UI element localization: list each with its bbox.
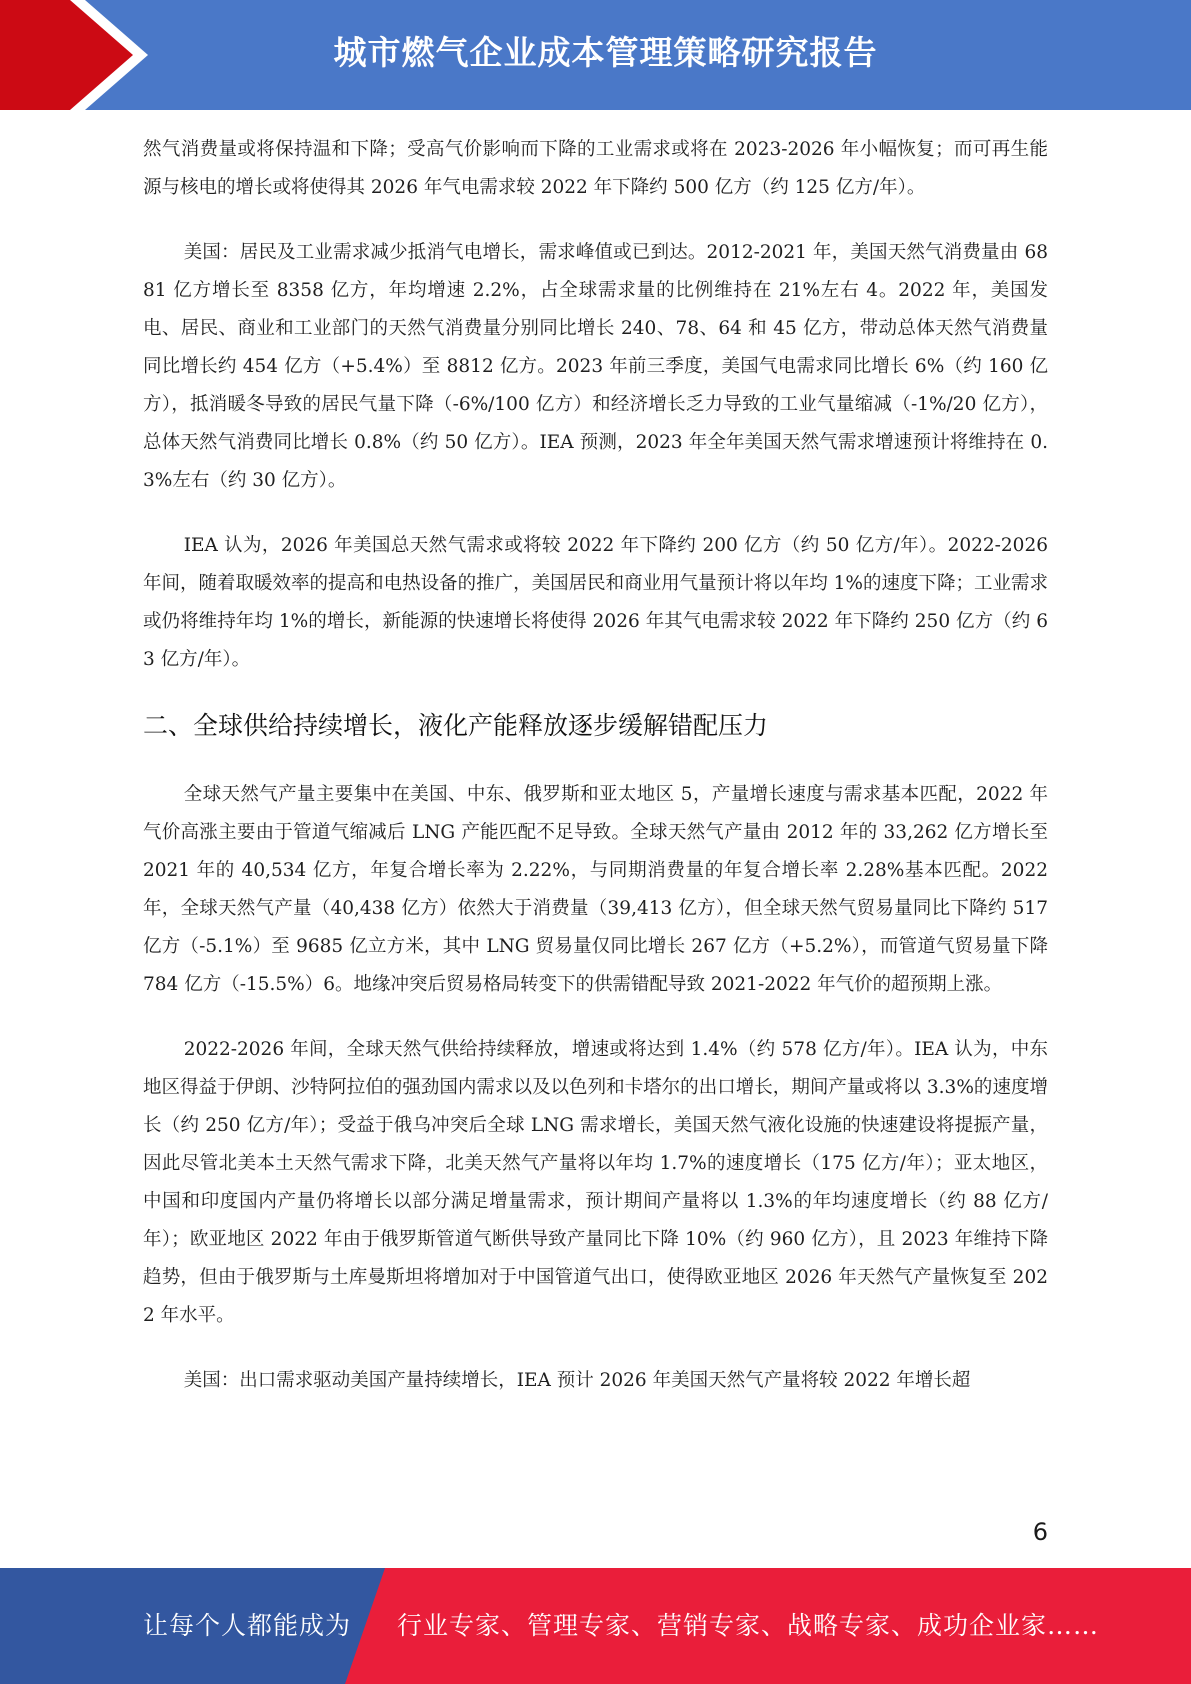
page-number: 6 — [1032, 1518, 1048, 1546]
paragraph-iea-forecast: IEA 认为，2026 年美国总天然气需求或将较 2022 年下降约 200 亿方（约 50 亿方/年）。2022-2026 年间，随着取暖效率的提高和电热设备的推广，美国居民和商业用气量预计将以年均 1%的速度下降；工业需求或仍将维持年均 1%的增长，新能源的快速增长将使得 2026 年其气电需求较 2022 年下降约 250 亿方（约 63 亿方/年）。 — [143, 535, 1048, 670]
footer-slogan-right: 行业专家、管理专家、营销专家、战略专家、成功企业家…… — [397, 1611, 1100, 1640]
paragraph-continued: 然气消费量或将保持温和下降；受高气价影响而下降的工业需求或将在 2023-2026 年小幅恢复；而可再生能源与核电的增长或将使得其 2026 年气电需求较 2022 年下降约 500 亿方（约 125 亿方/年）。 — [143, 139, 1048, 198]
report-title: 城市燃气企业成本管理策略研究报告 — [333, 33, 878, 72]
section-heading: 二、全球供给持续增长，液化产能释放逐步缓解错配压力 — [143, 711, 769, 740]
page-footer — [0, 1568, 1191, 1684]
paragraph-supply-outlook: 2022-2026 年间，全球天然气供给持续释放，增速或将达到 1.4%（约 578 亿方/年）。IEA 认为，中东地区得益于伊朗、沙特阿拉伯的强劲国内需求以及以色列和卡塔尔的出口增长，期间产量或将以 3.3%的速度增长（约 250 亿方/年）；受益于俄乌冲突后全球 LNG 需求增长，美国天然气液化设施的快速建设将提振产量，因此尽管北美本土天然气需求下降，北美天然气产量将以年均 1.7%的速度增长（175 亿方/年）；亚太地区，中国和印度国内产量仍将增长以部分满足增量需求，预计期间产量将以 1.3%的年均速度增长（约 88 亿方/年）；欧亚地区 2022 年由于俄罗斯管道气断供导致产量同比下降 10%（约 960 亿方），且 2023 年维持下降趋势，但由于俄罗斯与土库曼斯坦将增加对于中国管道气出口，使得欧亚地区 2026 年天然气产量恢复至 2022 年水平。 — [143, 1039, 1048, 1326]
document-body — [143, 131, 1048, 1400]
footer-slogan-left: 让每个人都能成为 — [143, 1611, 352, 1640]
paragraph-global-supply: 全球天然气产量主要集中在美国、中东、俄罗斯和亚太地区 5，产量增长速度与需求基本匹配，2022 年气价高涨主要由于管道气缩减后 LNG 产能匹配不足导致。全球天然气产量由 2012 年的 33,262 亿方增长至 2021 年的 40,534 亿方，年复合增长率为 2.22%，与同期消费量的年复合增长率 2.28%基本匹配。2022 年，全球天然气产量（40,438 亿方）依然大于消费量（39,413 亿方），但全球天然气贸易量同比下降约 517 亿方（-5.1%）至 9685 亿立方米，其中 LNG 贸易量仅同比增长 267 亿方（+5.2%），而管道气贸易量下降 784 亿方（-15.5%）6。地缘冲突后贸易格局转变下的供需错配导致 2021-2022 年气价的超预期上涨。 — [143, 784, 1048, 995]
page-header — [0, 0, 1191, 110]
paragraph-us-production: 美国：出口需求驱动美国产量持续增长，IEA 预计 2026 年美国天然气产量将较 2022 年增长超 — [183, 1370, 971, 1391]
paragraph-us-demand: 美国：居民及工业需求减少抵消气电增长，需求峰值或已到达。2012-2021 年，美国天然气消费量由 6881 亿方增长至 8358 亿方，年均增速 2.2%，占全球需求量的比例维持在 21%左右 4。2022 年，美国发电、居民、商业和工业部门的天然气消费量分别同比增长 240、78、64 和 45 亿方，带动总体天然气消费量同比增长约 454 亿方（+5.4%）至 8812 亿方。2023 年前三季度，美国气电需求同比增长 6%（约 160 亿方），抵消暖冬导致的居民气量下降（-6%/100 亿方）和经济增长乏力导致的工业气量缩减（-1%/20 亿方），总体天然气消费同比增长 0.8%（约 50 亿方）。IEA 预测，2023 年全年美国天然气需求增速预计将维持在 0.3%左右（约 30 亿方）。 — [143, 242, 1048, 491]
